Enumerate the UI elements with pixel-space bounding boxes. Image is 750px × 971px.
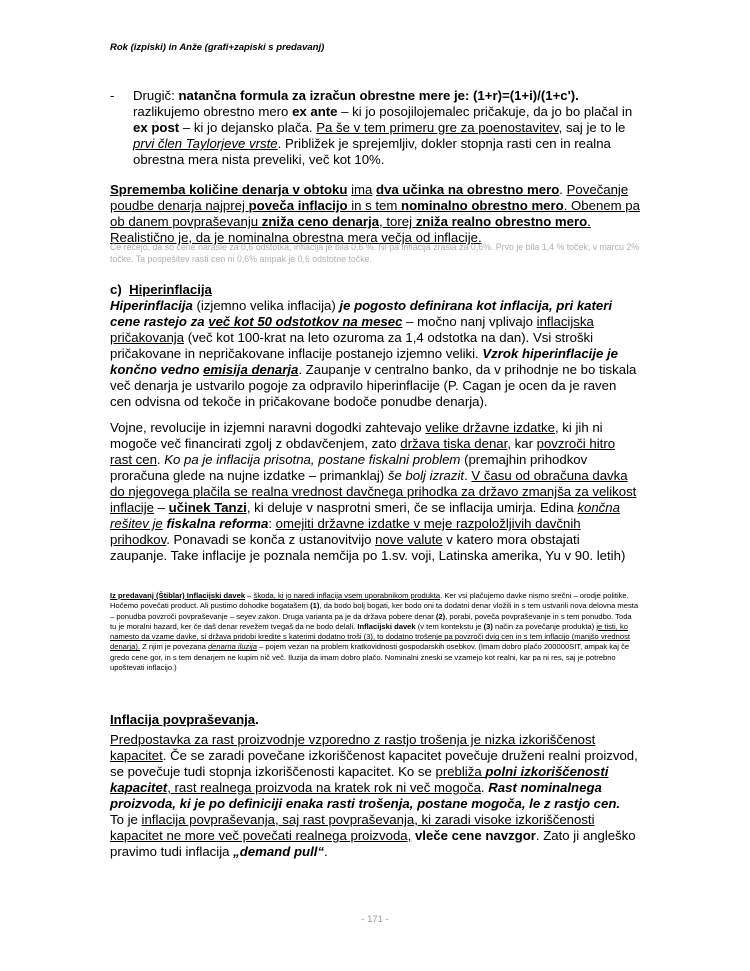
lecture-note-inflation-tax: Iz predavanj (Štiblar) Inflacijski davek – škoda, ki jo naredi inflacija vsem uporabnikom produkta. Ker vsi plačujemo davke nismo srečni – orodje politike. Hočemo povečati product. Ali pustimo dohodke bogatašem (1), da bodo bolj bogati, ker bodo oni ta dodatni denar vložili in s tem ustvarili nova delovna mesta – ponudba povzroči povpraševanje – seyev zakon. Druga varianta pa je da država pobere denar (2), porabi, poveča povpraševanje in s tem ponudbo. Toda tu je moralni hazard, ker če daš denar revežem tvegaš da ne bodo delali. Inflacijski davek (v tem kontekstu je (3) način za povečanje produkta) je tisti, ko namesto da vzame davke, si država pridobi kredite s katerimi dodatno troši (3), to dodatno trošenje pa povzroči dvig cen in s tem inflacijo (manjšo vrednost denarja). Z njim je povezana denarna iluzija – pojem vezan na problem kratkovidnosti gospodarskih osebkov. (Imam dobro plačo 200000SIT, ampak kaj če gredo cene gor, in s tem denarjem ne kupim nič več. Iluzija da imam dobro plačo. Nominalni zneski se vzamejo kot realni, kar pa ni res, saj je potrebno upoštevati inflacijo.) — [110, 591, 639, 673]
section-heading-hyperinflation: c) Hiperinflacija — [110, 282, 212, 297]
bullet-paragraph-formula — [110, 88, 640, 168]
bullet-dash: - — [110, 88, 115, 103]
section-demand-inflation — [110, 712, 640, 860]
paragraph-money-supply: Sprememba količine denarja v obtoku ima dva učinka na obrestno mero. Povečanje poudbe denarja najprej poveča inflacijo in s tem nominalno obrestno mero. Obenem pa ob danem povpraševanju zniža ceno denarja, torej zniža realno obrestno mero. Realistično je, da je nominalna obrestna mera večja od inflacije. — [110, 182, 640, 245]
paragraph-hyperinflation: Hiperinflacija (izjemno velika inflacija) je pogosto definirana kot inflacija, pri kateri cene rastejo za več kot 50 odstotkov na mesec – močno nanj vplivajo inflacijska pričakovanja (več kot 100-krat na leto ozuroma za 1,4 odstotka na dan). Vsi stroški pričakovane in nepričakovane inflacije postanejo izjemno veliki. Vzrok hiperinflacije je končno vedno emisija denarja. Zaupanje v centralno banko, da v prihodnje ne bo tiskala več denarja je ustvarilo pogoje za odpravilo hiperinflacije (P. Cagan je ocen da je raven cen odvisna od tekoče in pričakovane bodoče ponudbe denarja). — [110, 298, 637, 409]
page-header: Rok (izpiski) in Anže (grafi+zapiski s predavanj) — [110, 42, 325, 53]
paragraph-demand-inflation: Predpostavka za rast proizvodnje vzporedno z rastjo trošenja je nizka izkoriščenost kapacitet. Če se zaradi povečane izkoriščenost kapacitet povečuje druženi realni proizvod, se povečuje tudi stopnja izkoriščenosti kapacitet. Ko se prebliža polni izkoriščenosti kapacitet, rast realnega proizvoda na kratek rok ni več mogoča. Rast nominalnega proizvoda, ki je po definiciji enaka rasti trošenja, postane mogoča, le z rastjo cen. To je inflacija povpraševanja, saj rast povpraševanja, ki zaradi visoke izkoriščenosti kapacitet ne more več povečati realnega proizvoda, vleče cene navzgor. Zato ji angleško pravimo tudi inflacija „demand pull“. — [110, 732, 638, 859]
bullet-text: Drugič: natančna formula za izračun obrestne mere je: (1+r)=(1+i)/(1+c'). razlikujemo obrestno mero ex ante – ki jo posojilojemalec pričakuje, da jo bo plačal in ex post – ki jo dejansko plača. Pa še v tem primeru gre za poenostavitev, saj je to le prvi člen Taylorjeve vrste. Približek je sprejemljiv, dokler stopnja rasti cen in realna obrestna mera nista preveliki, več kot 10%. — [133, 88, 633, 167]
section-heading-demand-inflation: Inflacija povpraševanja. — [110, 712, 259, 727]
gray-note: Če rečejo, da so cene narasle za 0,6 odstotka, inflacija je bila 0,6 %. Ni pa inflacija zrasla za 0,6%. Prvo je bila 1,4 % toček, v marcu 2% točke. Ta pospešitev rasti cen ni 0,6% ampak je 0,6 odstotne točke. — [110, 242, 640, 264]
page-number: - 171 - — [361, 914, 389, 925]
paragraph-wars-fiscal: Vojne, revolucije in izjemni naravni dogodki zahtevajo velike državne izdatke, ki jih ni mogoče več financirati zgolj z obdavčenjem, zato država tiska denar, kar povzroči hitro rast cen. Ko pa je inflacija prisotna, postane fiskalni problem (premajhin prihodkov proračuna glede na nujne izdatke – primanklaj) še bolj izrazit. V času od obračuna davka do njegovega plačila se realna vrednost davčnega prihodka za državo zmanjša za velikost inflacije – učinek Tanzi, ki deluje v nasprotni smeri, če se inflacija umirja. Edina končna rešitev je fiskalna reforma: omejiti državne izdatke v meje razpoložljivih davčnih prihodkov. Ponavadi se konča z ustanovitvijo nove valute v katero mora obstajati zaupanje. Take inflacije je poznala nemčija po 1.sv. voji, Latinska amerika, Yu v 90. letih) — [110, 420, 637, 563]
section-hyperinflation — [110, 282, 640, 410]
